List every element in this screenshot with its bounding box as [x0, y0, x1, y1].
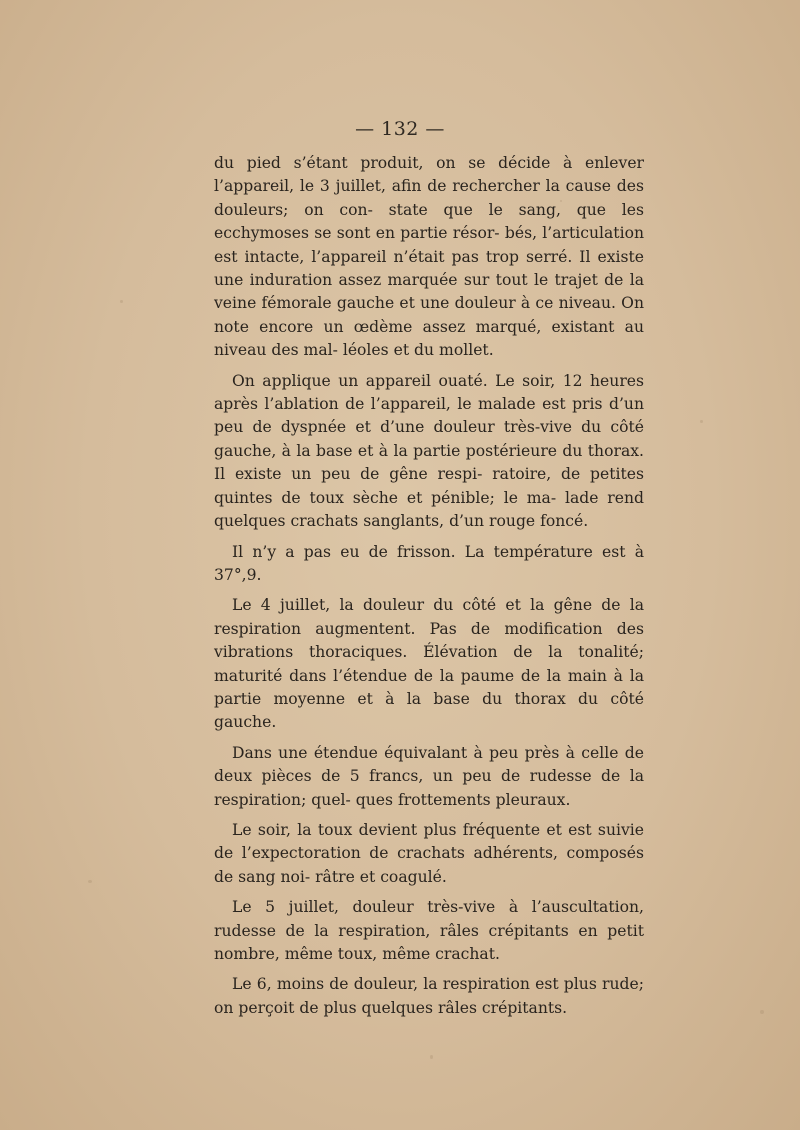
- paragraph: Le 6, moins de douleur, la respiration est plus rude; on perçoit de plus quelques râles crépitants.: [214, 975, 644, 1017]
- paragraph: Le 5 juillet, douleur très-vive à l’auscultation, rudesse de la respiration, râles crépitants en petit nombre, même toux, même crachat.: [214, 898, 644, 963]
- page-number: — 132 —: [355, 118, 445, 140]
- paper-speck: [120, 300, 123, 303]
- paper-speck: [88, 880, 92, 883]
- paper-speck: [700, 420, 703, 423]
- paragraph: du pied s’étant produit, on se décide à enlever l’appareil, le 3 juillet, afin de rechercher la cause des douleurs; on con- state que le sang, que les ecchymoses se sont en partie résor- bés, l’articulation est intacte, l’appareil n’était pas trop serré. Il existe une induration assez marquée sur tout le trajet de la veine fémorale gauche et une douleur à ce niveau. On note encore un œdème assez marqué, existant au niveau des mal- léoles et du mollet.: [214, 154, 644, 360]
- paragraph: Le soir, la toux devient plus fréquente et est suivie de l’expectoration de crachats adhérents, composés de sang noi- râtre et coagulé.: [214, 820, 644, 886]
- body-text: [214, 152, 644, 1027]
- paper-speck: [760, 1010, 764, 1014]
- paragraph: Il n’y a pas eu de frisson. La température est à 37°,9.: [214, 542, 644, 584]
- paragraph: Le 4 juillet, la douleur du côté et la gêne de la respiration augmentent. Pas de modification des vibrations thoraciques. Élévation de la tonalité; maturité dans l’étendue de la paume de la main à la partie moyenne et à la base du thorax du côté gauche.: [214, 596, 644, 732]
- paragraph: Dans une étendue équivalant à peu près à celle de deux pièces de 5 francs, un peu de rudesse de la respiration; quel- ques frottements pleuraux.: [214, 743, 644, 809]
- paper-speck: [430, 1055, 433, 1059]
- paragraph: On applique un appareil ouaté. Le soir, 12 heures après l’ablation de l’appareil, le malade est pris d’un peu de dyspnée et d’une douleur très-vive du côté gauche, à la base et à la partie postérieure du thorax. Il existe un peu de gêne respi- ratoire, de petites quintes de toux sèche et pénible; le ma- lade rend quelques crachats sanglants, d’un rouge foncé.: [214, 371, 644, 531]
